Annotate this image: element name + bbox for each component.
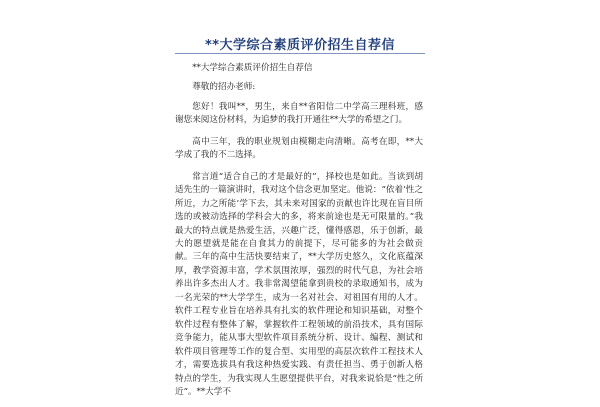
paragraph-plan: 高中三年，我的职业规划由模糊走向清晰。高考在即，**大学成了我的不二选择。 xyxy=(175,136,423,161)
paragraph-main: 常言道“适合自己的才是最好的”，择校也是如此。当读到胡适先生的一篇演讲时，我对这个信念更加坚定。他说：“依着‘性之所近，力之所能’学下去，其未来对国家的贡献也许比现在盲目所选的或被动选择的学科会大的多，将来前途也是无可限量的。”我最大的特点就是热爱生活，兴趣广泛，懂得感恩，乐于创新，最大的愿望就是能在自食其力的前提下，尽可能多的为社会做贡献。三年的高中生活快要结束了，**大学历史悠久，文化底蕴深厚，教学资源丰富，学术氛围浓厚，强烈的时代气息，为社会培养出许多杰出人才。我非常渴望能拿到贵校的录取通知书，成为一名光荣的**大学学生，成为一名对社会、对祖国有用的人才。软件工程专业旨在培养具有扎实的软件理论和知识基础，对整个软件过程有整体了解，掌握软件工程领域的前沿技术，具有国际竞争能力，能从事大型软件项目系统分析、设计、编程、测试和软件项目管理等工作的复合型、实用型的高层次软件工程技术人才，需要选拔具有我这种热爱实践、有责任担当、勇于创新人格特点的学生，为我实现人生愿望提供平台，对我来说恰是“性之所近”。**大学不 xyxy=(175,171,423,397)
letter-subtitle: **大学综合素质评价招生自荐信 xyxy=(192,63,313,73)
paragraph-greeting: 您好！我叫**，男生，来自**省阳信二中学高三理科班，感谢您来阅这份材料，为追梦的我打开通往**大学的希望之门。 xyxy=(175,101,423,126)
letter-salutation: 尊敬的招办老师: xyxy=(192,82,256,93)
document-title: **大学综合素质评价招生自荐信 xyxy=(204,38,396,53)
letter-body xyxy=(175,62,423,407)
title-divider xyxy=(175,53,425,54)
